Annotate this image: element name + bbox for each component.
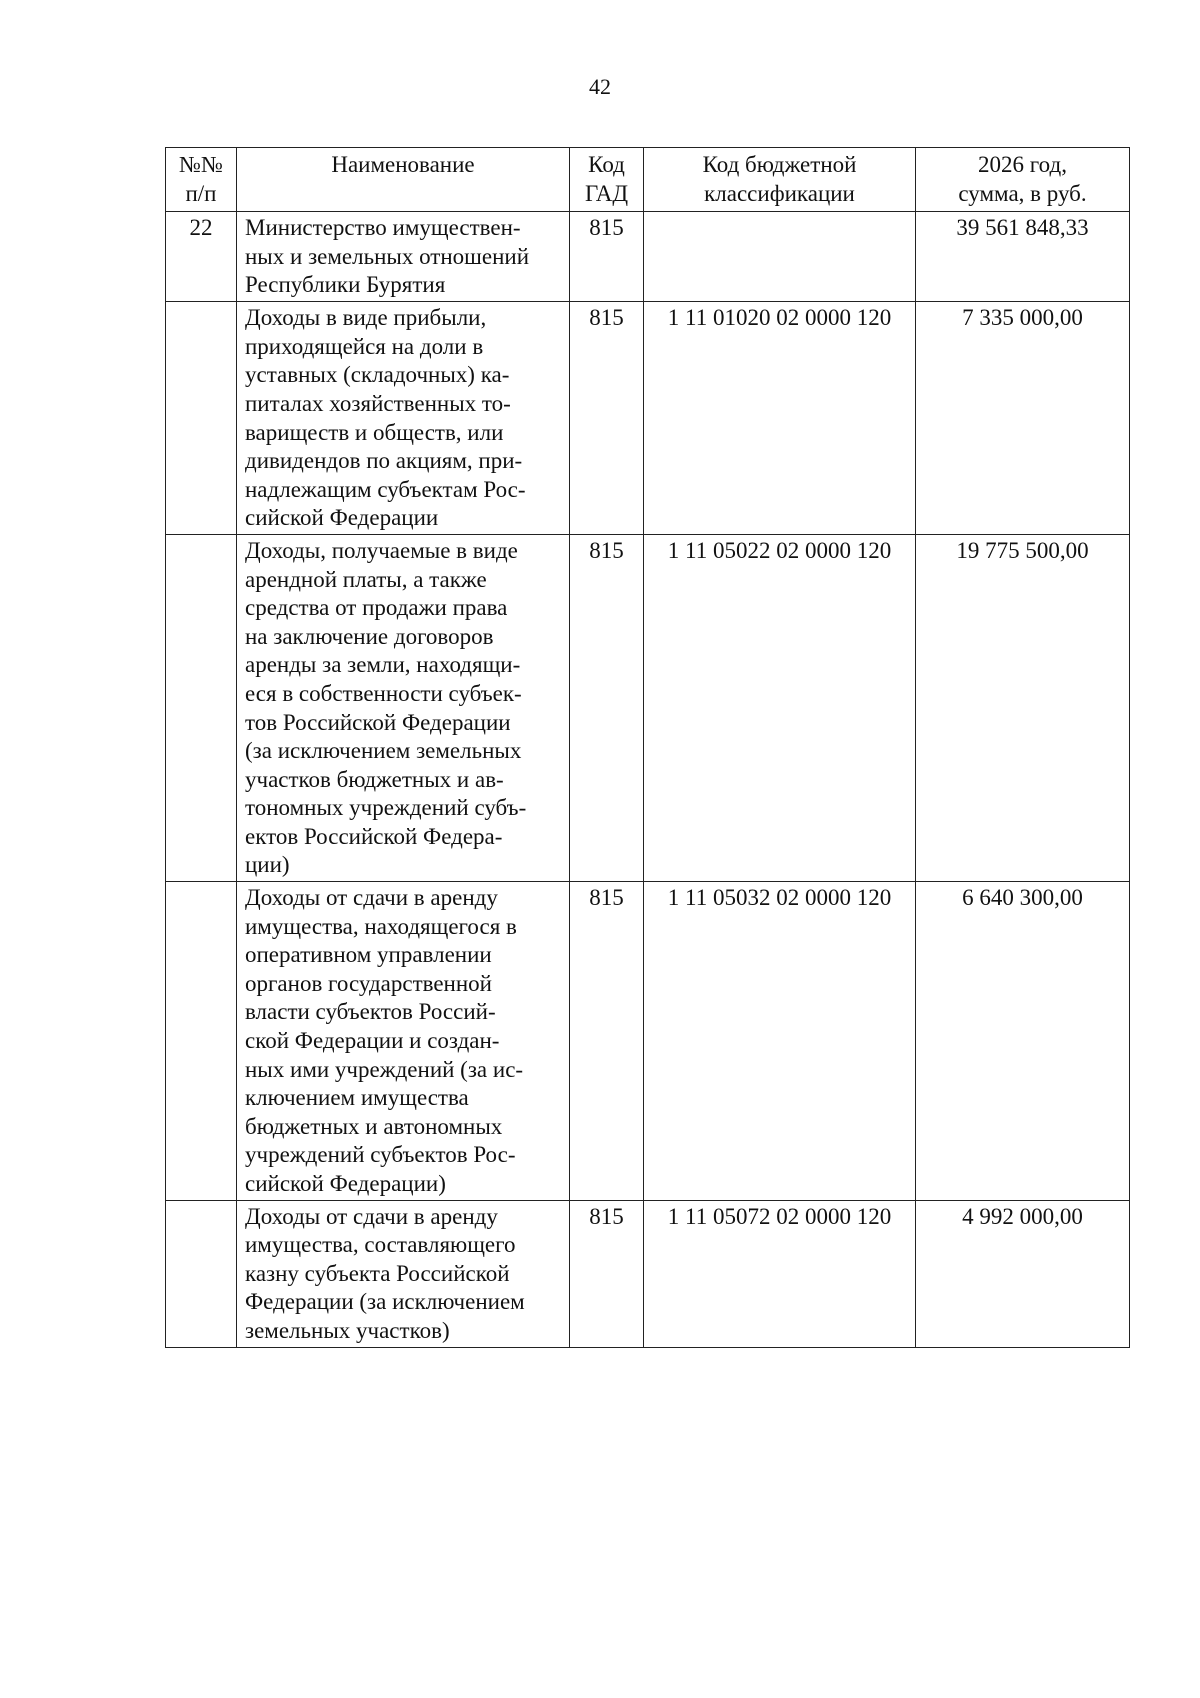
row-name: [237, 534, 570, 881]
row-amount: 7 335 000,00: [916, 302, 1130, 535]
row-name: [237, 882, 570, 1201]
header-gad-code: [570, 148, 644, 212]
name-line: органов государственной: [245, 970, 492, 996]
header-number-line: №№: [179, 152, 223, 177]
row-gad-code: 815: [570, 882, 644, 1201]
name-line: бюджетных и автономных: [245, 1113, 503, 1139]
budget-table: [165, 147, 1130, 1348]
row-name: [237, 302, 570, 535]
name-line: казну субъекта Российской: [245, 1260, 510, 1286]
name-line: сийской Федерации): [245, 1171, 446, 1196]
row-budget-code: [644, 212, 916, 302]
row-amount: 19 775 500,00: [916, 534, 1130, 881]
header-name-line: Наименование: [331, 152, 475, 177]
name-line: (за исключением земельных: [245, 738, 522, 764]
name-line: ектов Российской Федера-: [245, 823, 503, 849]
name-line: ской Федерации и создан-: [245, 1028, 500, 1054]
name-line: Доходы, получаемые в виде: [245, 537, 518, 563]
name-line: арендной платы, а также: [245, 566, 487, 592]
row-amount: 6 640 300,00: [916, 882, 1130, 1201]
name-line: ных и земельных отношений: [245, 243, 530, 269]
header-sum-line: сумма, в руб.: [958, 180, 1087, 206]
name-line: еся в собственности субъек-: [245, 680, 522, 706]
name-line: учреждений субъектов Рос-: [245, 1142, 516, 1168]
name-line: участков бюджетных и ав-: [245, 766, 504, 792]
row-number: [166, 882, 237, 1201]
row-budget-code: 1 11 01020 02 0000 120: [644, 302, 916, 535]
name-line: Министерство имуществен-: [245, 215, 521, 241]
header-amount: [916, 148, 1130, 212]
table-row: [166, 534, 1130, 881]
header-kbk-line: классификации: [704, 180, 855, 206]
page-number: 42: [589, 74, 611, 99]
header-kbk-line: Код бюджетной: [702, 152, 857, 177]
name-line: власти субъектов Россий-: [245, 999, 496, 1025]
header-gad-line: ГАД: [584, 180, 629, 206]
name-line: оперативном управлении: [245, 942, 492, 968]
name-line: питалах хозяйственных то-: [245, 390, 511, 416]
row-number: [166, 302, 237, 535]
row-budget-code: 1 11 05072 02 0000 120: [644, 1200, 916, 1347]
table-row: [166, 1200, 1130, 1347]
row-gad-code: 815: [570, 534, 644, 881]
name-line: тов Российской Федерации: [245, 709, 511, 735]
row-amount: 39 561 848,33: [916, 212, 1130, 302]
name-line: надлежащим субъектам Рос-: [245, 476, 526, 502]
name-line: ных ими учреждений (за ис-: [245, 1056, 524, 1082]
row-number: [166, 534, 237, 881]
header-sum-line: 2026 год,: [978, 152, 1067, 177]
name-line: Доходы от сдачи в аренду: [245, 885, 498, 911]
row-amount: 4 992 000,00: [916, 1200, 1130, 1347]
name-line: средства от продажи права: [245, 595, 508, 621]
name-line: ции): [245, 852, 290, 878]
row-budget-code: 1 11 05032 02 0000 120: [644, 882, 916, 1201]
name-line: дивидендов по акциям, при-: [245, 448, 523, 474]
name-line: тономных учреждений субъ-: [245, 795, 527, 821]
row-name: [237, 212, 570, 302]
row-number: 22: [166, 212, 237, 302]
name-line: на заключение договоров: [245, 623, 494, 649]
name-line: приходящейся на доли в: [245, 333, 484, 359]
name-line: Республики Бурятия: [245, 272, 446, 298]
header-number-line: п/п: [185, 180, 217, 206]
row-gad-code: 815: [570, 1200, 644, 1347]
name-line: вариществ и обществ, или: [245, 419, 504, 445]
name-line: сийской Федерации: [245, 505, 439, 531]
name-line: Доходы от сдачи в аренду: [245, 1203, 498, 1229]
table-row: [166, 302, 1130, 535]
table-row: [166, 212, 1130, 302]
header-gad-line: Код: [588, 152, 625, 177]
name-line: Доходы в виде прибыли,: [245, 305, 487, 331]
header-budget-code: [644, 148, 916, 212]
name-line: имущества, находящегося в: [245, 913, 517, 939]
name-line: уставных (складочных) ка-: [245, 362, 510, 388]
row-gad-code: 815: [570, 302, 644, 535]
header-name: [237, 148, 570, 212]
row-name: [237, 1200, 570, 1347]
table-header-row: [166, 148, 1130, 212]
name-line: аренды за земли, находящи-: [245, 652, 521, 678]
row-budget-code: 1 11 05022 02 0000 120: [644, 534, 916, 881]
name-line: Федерации (за исключением: [245, 1289, 525, 1315]
row-gad-code: 815: [570, 212, 644, 302]
name-line: имущества, составляющего: [245, 1232, 516, 1258]
header-number: [166, 148, 237, 212]
row-number: [166, 1200, 237, 1347]
name-line: земельных участков): [245, 1317, 450, 1343]
name-line: ключением имущества: [245, 1085, 469, 1111]
table-row: [166, 882, 1130, 1201]
